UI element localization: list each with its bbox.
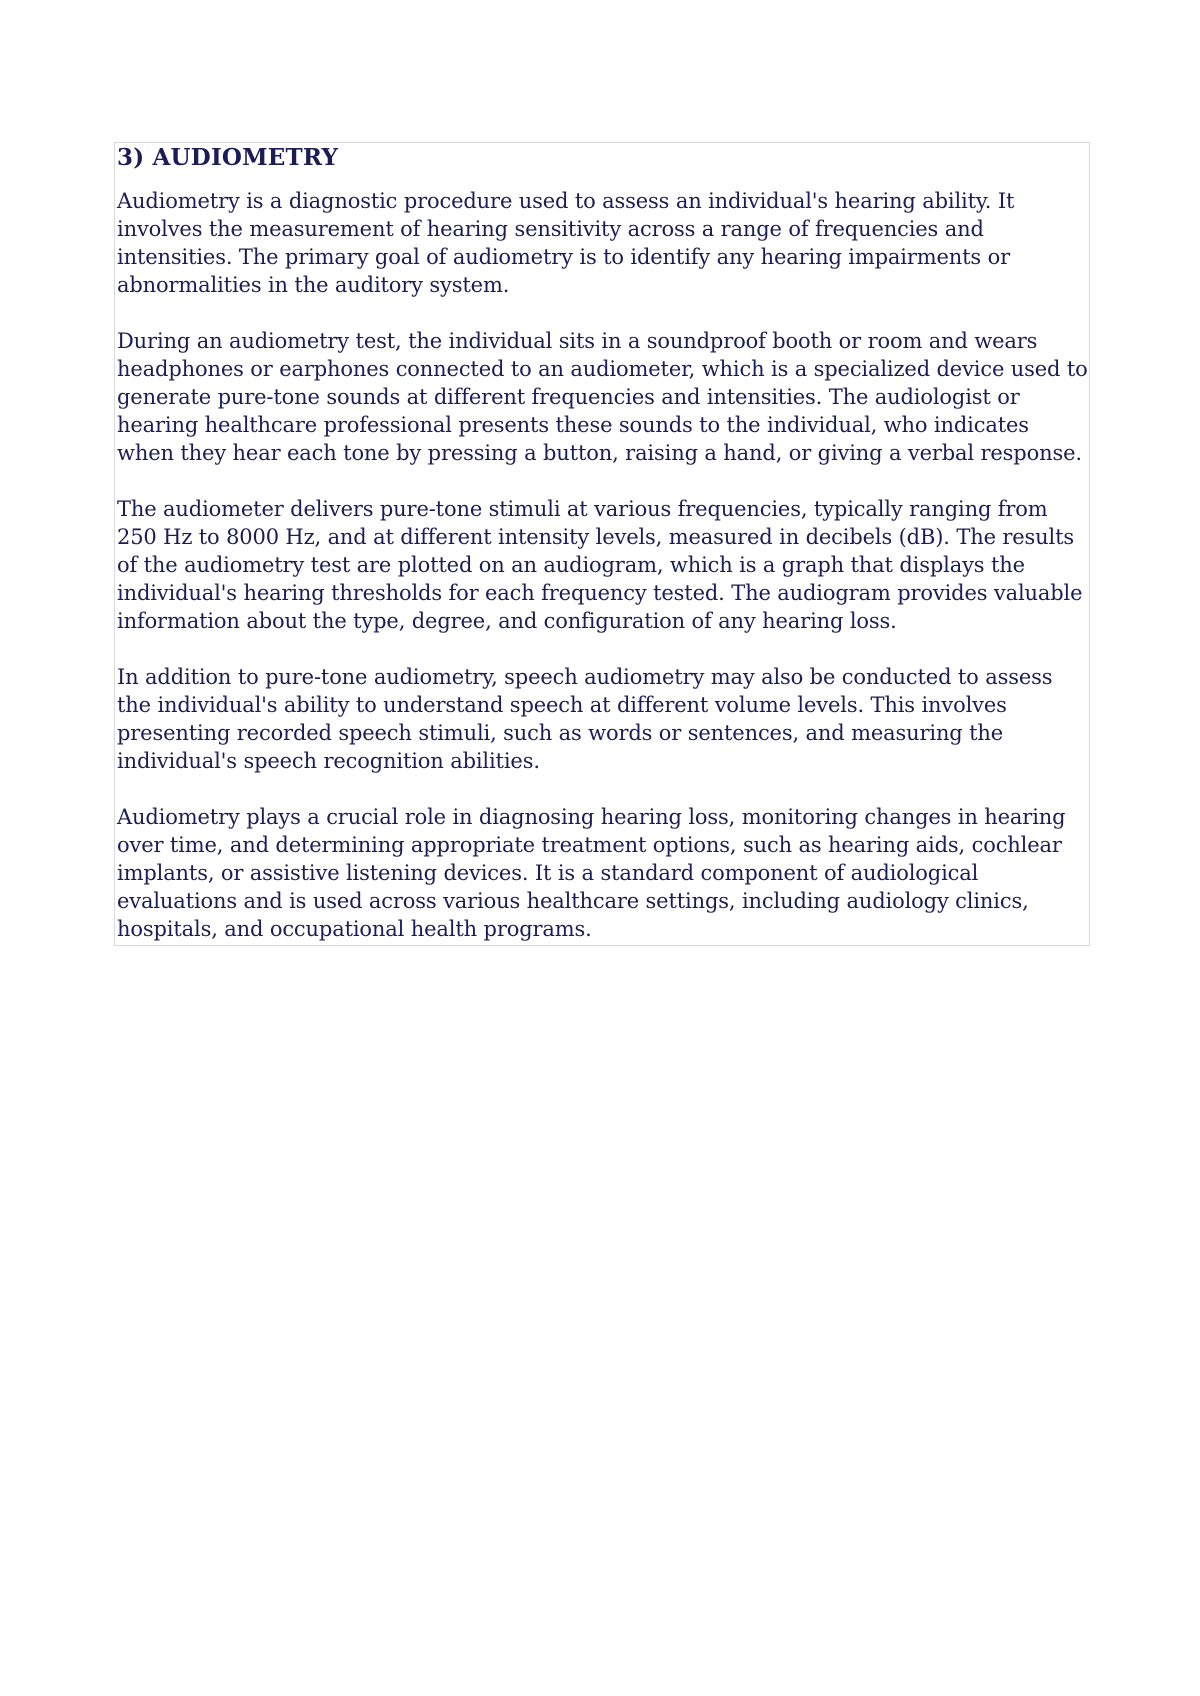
paragraph-audiogram: The audiometer delivers pure-tone stimuli at various frequencies, typically ranging from 250 Hz to 8000 Hz, and at different intensity levels, measured in decibels (dB). The results of the audiometry test are plotted on an audiogram, which is a graph that displays the individual's hearing thresholds for each frequency tested. The audiogram provides valuable information about the type, degree, and configuration of any hearing loss. — [117, 497, 1083, 633]
text-box — [114, 142, 1090, 946]
paragraph-intro: Audiometry is a diagnostic procedure used to assess an individual's hearing ability. It involves the measurement of hearing sensitivity across a range of frequencies and intensities. The primary goal of audiometry is to identify any hearing impairments or abnormalities in the auditory system. — [117, 189, 1015, 297]
paragraph-speech-audiometry: In addition to pure-tone audiometry, speech audiometry may also be conducted to assess the individual's ability to understand speech at different volume levels. This involves presenting recorded speech stimuli, such as words or sentences, and measuring the individual's speech recognition abilities. — [117, 665, 1053, 773]
paragraph-clinical-role: Audiometry plays a crucial role in diagnosing hearing loss, monitoring changes in hearing over time, and determining appropriate treatment options, such as hearing aids, cochlear implants, or assistive listening devices. It is a standard component of audiological evaluations and is used across various healthcare settings, including audiology clinics, hospitals, and occupational health programs. — [117, 805, 1066, 941]
paragraph-test-procedure: During an audiometry test, the individual sits in a soundproof booth or room and wears headphones or earphones connected to an audiometer, which is a specialized device used to generate pure-tone sounds at different frequencies and intensities. The audiologist or hearing healthcare professional presents these sounds to the individual, who indicates when they hear each tone by pressing a button, raising a hand, or giving a verbal response. — [117, 329, 1088, 465]
section-heading: 3) AUDIOMETRY — [117, 144, 339, 171]
